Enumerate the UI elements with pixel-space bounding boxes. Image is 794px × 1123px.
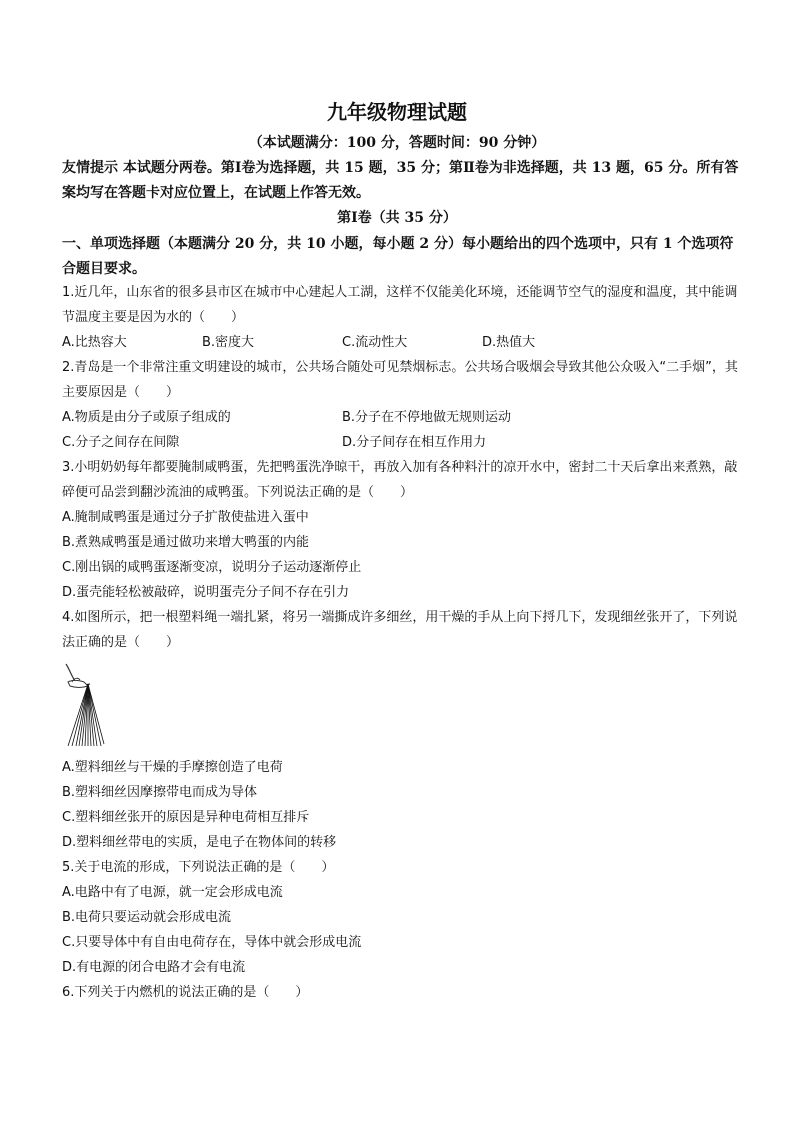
question-4-stem: 4.如图所示，把一根塑料绳一端扎紧，将另一端撕成许多细丝，用干燥的手从上向下捋几下，发现细丝张开了，下列说法正确的是（ ）	[62, 610, 738, 650]
question-5-stem: 5.关于电流的形成，下列说法正确的是（ ）	[62, 860, 335, 875]
question-3-option-a: A.腌制咸鸭蛋是通过分子扩散使盐进入蛋中	[62, 510, 309, 525]
question-4-option-a: A.塑料细丝与干燥的手摩擦创造了电荷	[62, 760, 283, 775]
question-2-option-c: C.分子之间存在间隙	[62, 435, 180, 450]
plastic-strands-figure	[62, 660, 106, 750]
question-1-option-a: A.比热容大	[62, 335, 127, 350]
volume-heading: 第Ⅰ卷（共 35 分）	[337, 210, 457, 226]
question-5-option-c: C.只要导体中有自由电荷存在，导体中就会形成电流	[62, 935, 362, 950]
question-3-option-b: B.煮熟咸鸭蛋是通过做功来增大鸭蛋的内能	[62, 535, 310, 550]
question-5-option-a: A.电路中有了电源，就一定会形成电流	[62, 885, 283, 900]
question-3-option-c: C.刚出锅的咸鸭蛋逐渐变凉，说明分子运动逐渐停止	[62, 560, 362, 575]
question-2-stem: 2.青岛是一个非常注重文明建设的城市，公共场合随处可见禁烟标志。公共场合吸烟会导致其他公众吸入“二手烟”，其主要原因是（ ）	[62, 360, 738, 400]
question-1-option-b: B.密度大	[202, 335, 255, 350]
section-heading: 一、单项选择题（本题满分 20 分，共 10 小题，每小题 2 分）每小题给出的四个选项中，只有 1 个选项符合题目要求。	[62, 236, 734, 277]
question-2-option-d: D.分子间存在相互作用力	[342, 435, 487, 450]
question-5-option-b: B.电荷只要运动就会形成电流	[62, 910, 232, 925]
question-3-stem: 3.小明奶奶每年都要腌制咸鸭蛋，先把鸭蛋洗净晾干，再放入加有各种料汁的凉开水中，密封二十天后拿出来煮熟，敲碎便可品尝到翻沙流油的咸鸭蛋。下列说法正确的是（ ）	[62, 460, 738, 500]
question-4-option-c: C.塑料细丝张开的原因是异种电荷相互排斥	[62, 810, 310, 825]
question-1-option-c: C.流动性大	[342, 335, 408, 350]
question-4-option-d: D.塑料细丝带电的实质，是电子在物体间的转移	[62, 835, 337, 850]
question-2-option-b: B.分子在不停地做无规则运动	[342, 410, 512, 425]
friendly-tip: 友情提示 本试题分两卷。第Ⅰ卷为选择题，共 15 题，35 分；第Ⅱ卷为非选择题，共 13 题，65 分。所有答案均写在答题卡对应位置上，在试题上作答无效。	[62, 160, 739, 201]
exam-title: 九年级物理试题	[327, 100, 467, 124]
question-6-stem: 6.下列关于内燃机的说法正确的是（ ）	[62, 985, 309, 1000]
question-5-option-d: D.有电源的闭合电路才会有电流	[62, 960, 246, 975]
question-2-option-a: A.物质是由分子或原子组成的	[62, 410, 231, 425]
question-1-option-d: D.热值大	[482, 335, 536, 350]
question-3-option-d: D.蛋壳能轻松被敲碎，说明蛋壳分子间不存在引力	[62, 585, 350, 600]
question-4-option-b: B.塑料细丝因摩擦带电而成为导体	[62, 785, 258, 800]
exam-subtitle: （本试题满分：100 分，答题时间：90 分钟）	[248, 135, 546, 151]
question-1-stem: 1.近几年，山东省的很多县市区在城市中心建起人工湖，这样不仅能美化环境，还能调节空气的湿度和温度，其中能调节温度主要是因为水的（ ）	[62, 285, 738, 325]
